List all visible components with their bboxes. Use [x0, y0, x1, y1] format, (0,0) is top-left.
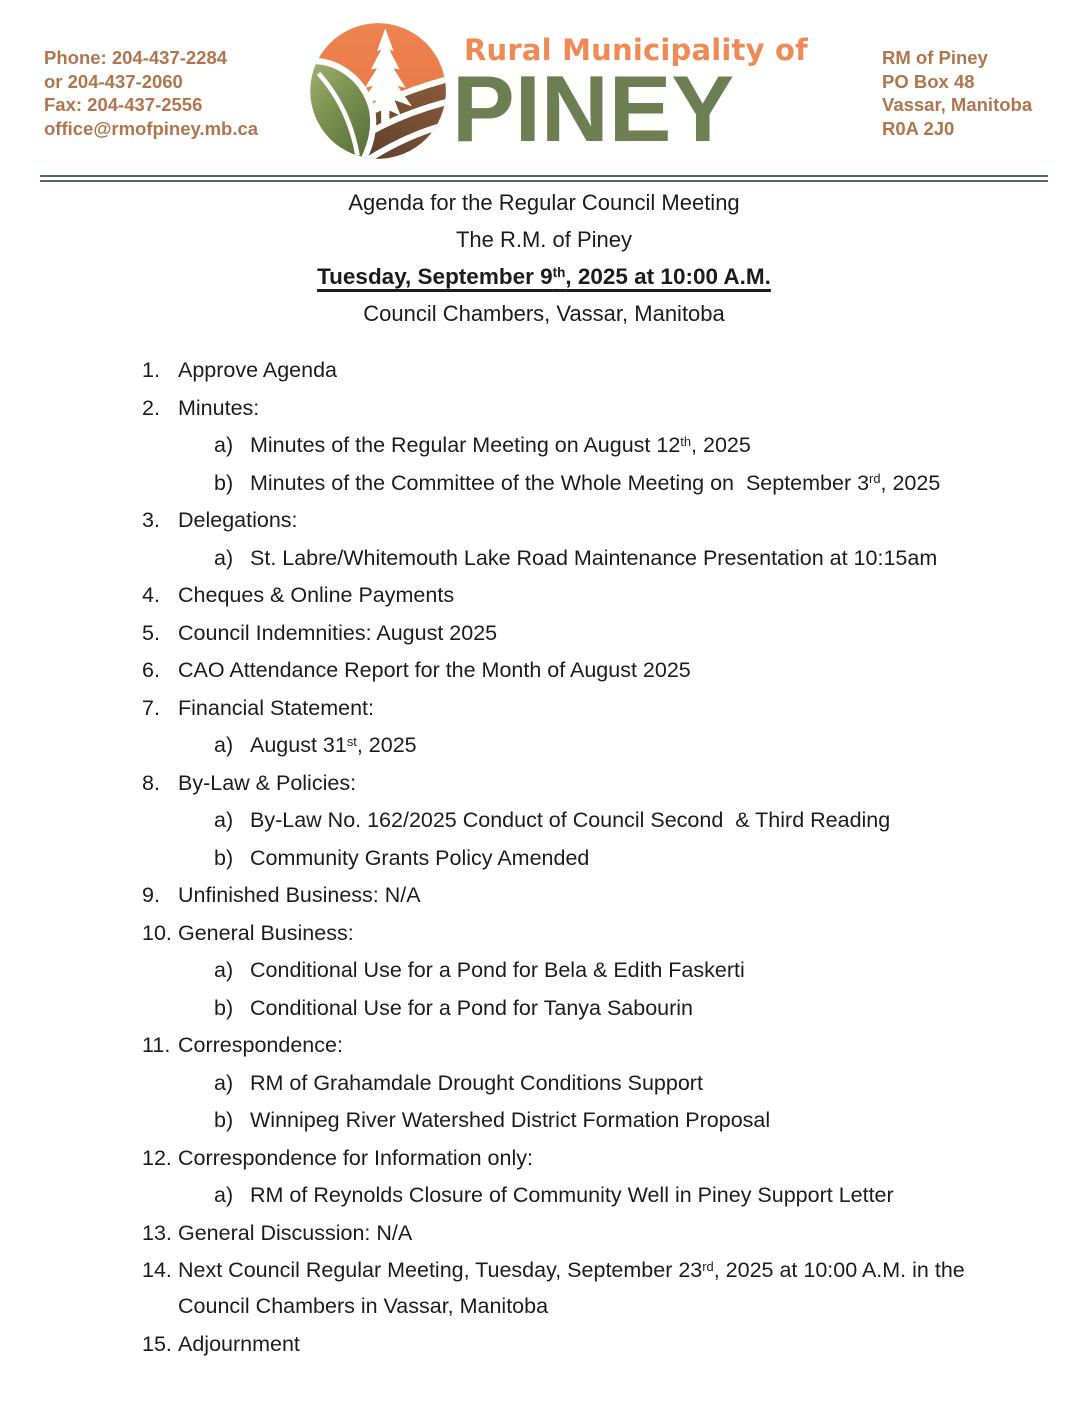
agenda-subitem-letter: a)	[214, 1183, 234, 1207]
agenda-subitem	[0, 727, 1088, 763]
phone-line-2: or 204-437-2060	[44, 70, 183, 92]
logo-tagline: Rural Municipality of	[464, 33, 808, 67]
agenda-subitem-text: By-Law No. 162/2025 Conduct of Council Second & Third Reading	[250, 808, 891, 832]
agenda-subitem-text: August 31st, 2025	[250, 733, 417, 757]
agenda-subitem	[0, 1177, 1088, 1213]
agenda-item-number: 4.	[142, 583, 160, 607]
agenda-item-text: Approve Agenda	[178, 358, 337, 382]
fax-line: Fax: 204-437-2556	[44, 94, 203, 115]
agenda-subitem	[0, 540, 1088, 576]
agenda-list	[0, 352, 1088, 1363]
agenda-subitem-text: St. Labre/Whitemouth Lake Road Maintenance Presentation at 10:15am	[250, 545, 938, 570]
agenda-item-text: By-Law & Policies:	[178, 770, 357, 795]
agenda-subitem	[0, 802, 1088, 838]
contact-block-left	[44, 46, 258, 140]
city-line: Vassar, Manitoba	[882, 94, 1033, 115]
agenda-item-number: 6.	[142, 658, 160, 682]
agenda-item	[0, 1326, 1088, 1362]
agenda-item-number: 14.	[142, 1258, 172, 1282]
agenda-item	[0, 690, 1088, 726]
rm-piney-logo-icon	[298, 16, 452, 170]
agenda-item-number: 9.	[142, 883, 160, 907]
agenda-subitem-text: Winnipeg River Watershed District Formation Proposal	[250, 1108, 771, 1132]
agenda-item-text: Minutes:	[178, 395, 260, 420]
org-name-line: RM of Piney	[882, 47, 988, 68]
agenda-item	[0, 652, 1088, 688]
agenda-item-number: 3.	[142, 508, 160, 532]
agenda-subitem-letter: a)	[214, 433, 234, 457]
agenda-subitem-text: Community Grants Policy Amended	[250, 845, 590, 870]
agenda-subitem-text: Conditional Use for a Pond for Bela & Edith Faskerti	[250, 958, 745, 982]
agenda-item-number: 1.	[142, 358, 160, 382]
agenda-item-number: 12.	[142, 1145, 172, 1170]
agenda-subitem-letter: a)	[214, 1070, 234, 1095]
agenda-subitem	[0, 465, 1088, 501]
agenda-item-text: Correspondence:	[178, 1033, 343, 1057]
doc-title: Agenda for the Regular Council Meeting	[348, 190, 740, 215]
agenda-subitem-letter: b)	[214, 845, 234, 870]
agenda-item-text: Delegations:	[178, 508, 298, 532]
agenda-subitem	[0, 1102, 1088, 1138]
agenda-item-text: Next Council Regular Meeting, Tuesday, September 23rd, 2025 at 10:00 A.M. in the Council Chambers in Vassar, Manitoba	[178, 1258, 971, 1318]
contact-block-right	[882, 46, 1032, 140]
agenda-item-text: Unfinished Business: N/A	[178, 883, 421, 907]
agenda-item-number: 11.	[142, 1033, 171, 1057]
agenda-item-number: 8.	[142, 770, 160, 795]
agenda-item	[0, 390, 1088, 426]
agenda-item-text: Adjournment	[178, 1331, 300, 1356]
agenda-item	[0, 577, 1088, 613]
agenda-item	[0, 765, 1088, 801]
logo-wordmark	[452, 33, 808, 161]
agenda-item-text: Council Indemnities: August 2025	[178, 620, 498, 645]
divider-rule	[40, 175, 1048, 182]
agenda-item-number: 15.	[142, 1331, 172, 1356]
agenda-subitem	[0, 952, 1088, 988]
agenda-item-text: CAO Attendance Report for the Month of August 2025	[178, 658, 691, 682]
agenda-item-number: 10.	[142, 920, 172, 945]
agenda-item	[0, 915, 1088, 951]
agenda-item-text: Financial Statement:	[178, 695, 374, 720]
agenda-item-number: 5.	[142, 620, 160, 645]
doc-subtitle: The R.M. of Piney	[455, 227, 633, 252]
agenda-subitem-text: Conditional Use for a Pond for Tanya Sabourin	[250, 995, 694, 1020]
agenda-item	[0, 1027, 1088, 1063]
agenda-subitem-letter: b)	[214, 1108, 234, 1132]
po-box-line: PO Box 48	[882, 70, 975, 92]
email-line: office@rmofpiney.mb.ca	[44, 117, 259, 139]
agenda-subitem-letter: a)	[214, 545, 234, 570]
agenda-subitem-letter: a)	[214, 958, 234, 982]
agenda-item-text: General Discussion: N/A	[178, 1220, 413, 1245]
agenda-subitem	[0, 840, 1088, 876]
agenda-subitem-text: RM of Reynolds Closure of Community Well in Piney Support Letter	[250, 1183, 894, 1207]
agenda-item	[0, 877, 1088, 913]
agenda-item-number: 2.	[142, 395, 160, 420]
agenda-item	[0, 352, 1088, 388]
agenda-item	[0, 502, 1088, 538]
agenda-subitem-text: Minutes of the Regular Meeting on August 12th, 2025	[250, 433, 751, 457]
agenda-subitem	[0, 990, 1088, 1026]
agenda-item-number: 7.	[142, 695, 160, 720]
agenda-item-text: Correspondence for Information only:	[178, 1145, 533, 1170]
agenda-subitem	[0, 427, 1088, 463]
logo-name: PINEY	[452, 56, 735, 161]
meeting-datetime: Tuesday, September 9th, 2025 at 10:00 A.M.	[317, 264, 771, 289]
agenda-subitem-letter: b)	[214, 470, 234, 495]
agenda-subitem-text: RM of Grahamdale Drought Conditions Support	[250, 1070, 703, 1095]
agenda-item	[0, 615, 1088, 651]
agenda-subitem-text: Minutes of the Committee of the Whole Meeting on September 3rd, 2025	[250, 470, 941, 495]
agenda-item	[0, 1215, 1088, 1251]
agenda-item	[0, 1252, 1088, 1324]
agenda-item	[0, 1140, 1088, 1176]
agenda-item-number: 13.	[142, 1220, 172, 1245]
agenda-subitem	[0, 1065, 1088, 1101]
phone-line-1: Phone: 204-437-2284	[44, 47, 228, 68]
postal-code-line: R0A 2J0	[882, 117, 955, 139]
agenda-item-text: General Business:	[178, 920, 354, 945]
agenda-subitem-letter: a)	[214, 808, 234, 832]
agenda-subitem-letter: b)	[214, 995, 234, 1020]
agenda-subitem-letter: a)	[214, 733, 234, 757]
meeting-location: Council Chambers, Vassar, Manitoba	[363, 301, 725, 326]
agenda-item-text: Cheques & Online Payments	[178, 583, 455, 607]
title-block	[0, 191, 1088, 339]
